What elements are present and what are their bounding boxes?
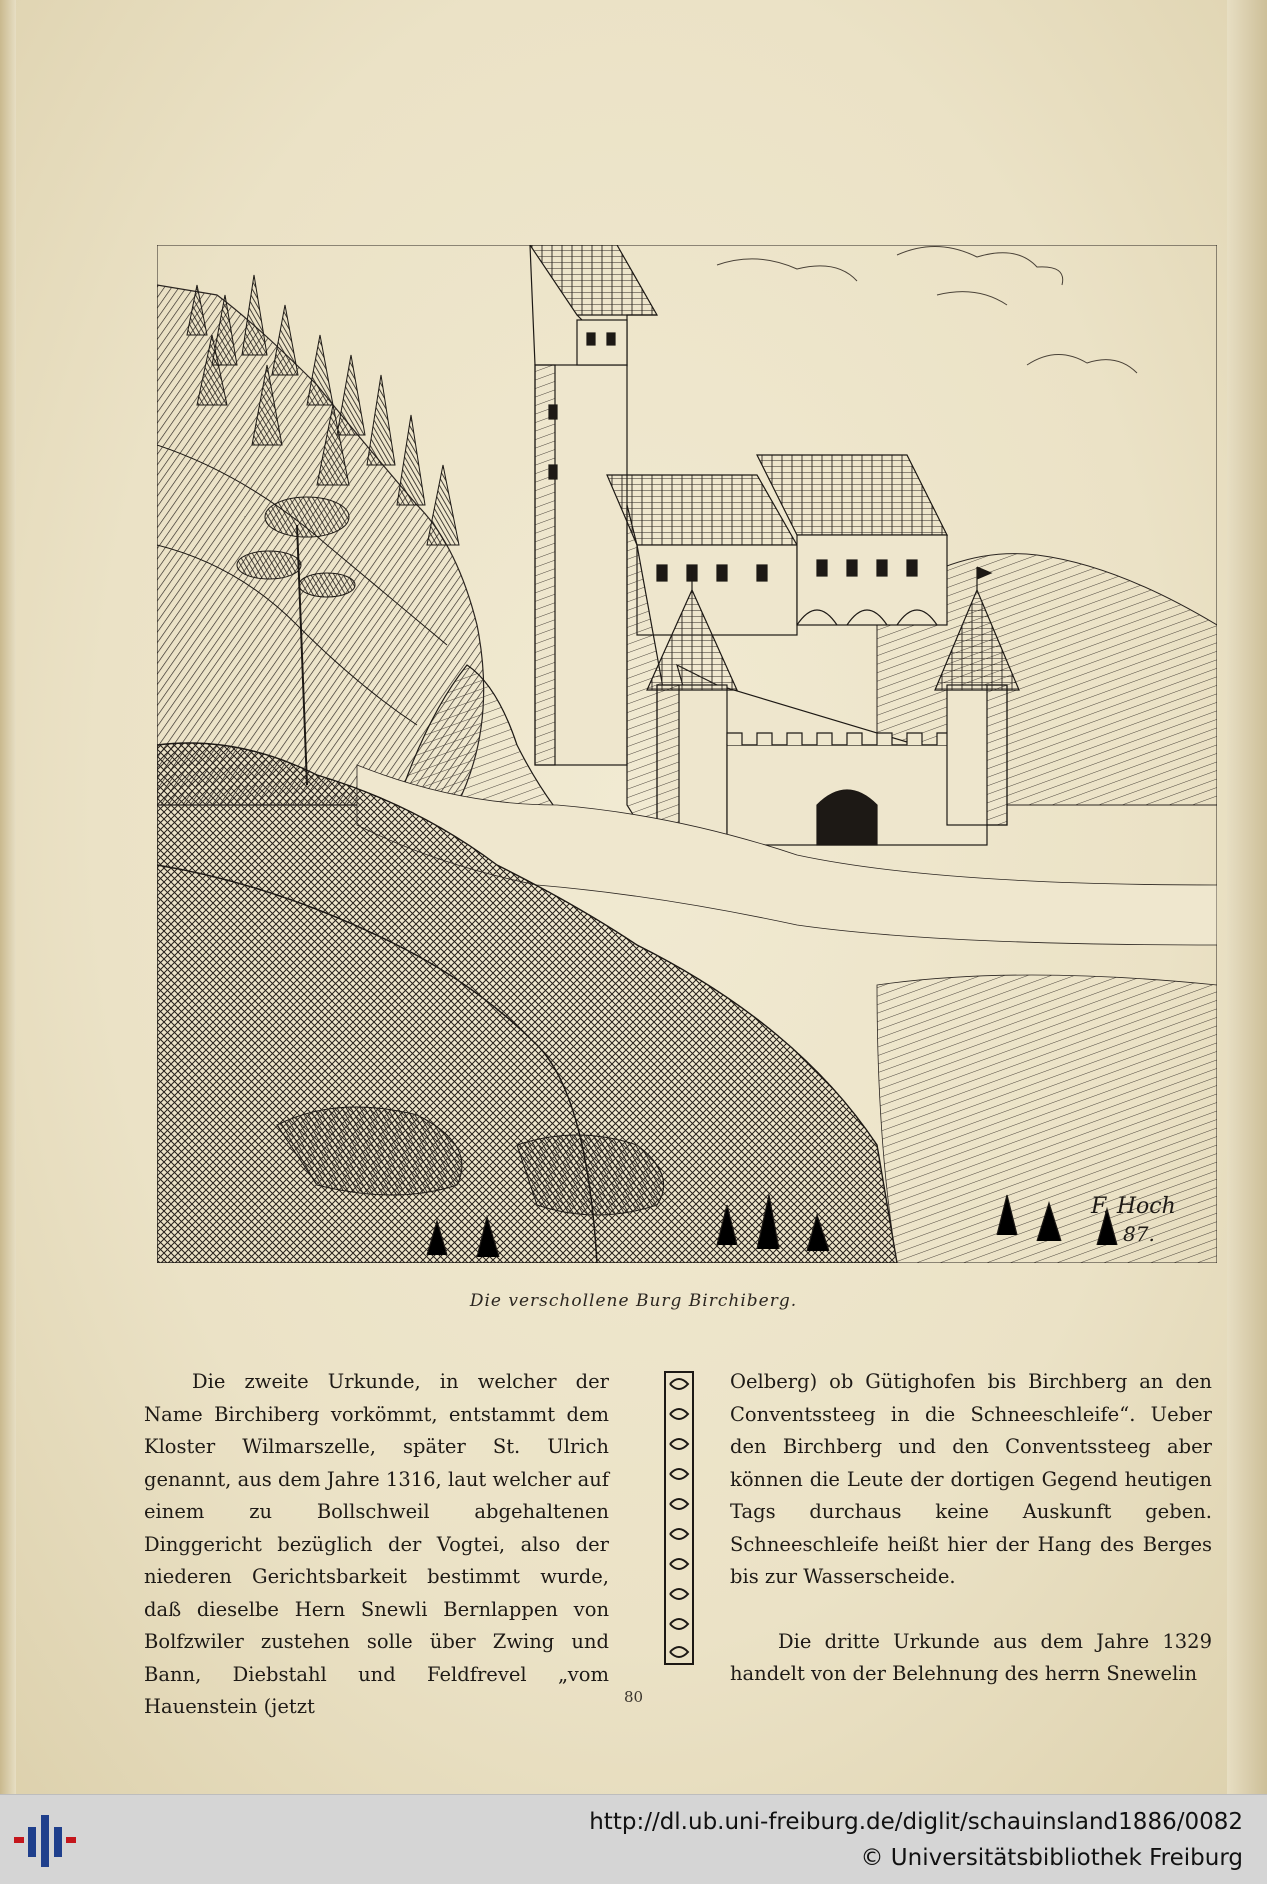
- clouds: [717, 246, 1137, 373]
- text-column-right: [730, 1366, 1212, 1691]
- footer-bar: [0, 1794, 1267, 1884]
- artist-year: 87.: [1123, 1222, 1155, 1246]
- right-paragraph-1: Oelberg) ob Gütighofen bis Birchberg an den Conventssteeg in die Schneeschleife“. Ueber den Birchberg und den Conventssteeg aber können die Leute der dortigen Gegend heutigen Tags durchaus keine Auskunft geben. Schneeschleife heißt hier der Hang des Berges bis zur Wasserscheide.: [730, 1370, 1212, 1588]
- page-left-edge: [0, 0, 16, 1794]
- ornament-divider: [662, 1370, 696, 1666]
- ub-freiburg-logo-icon: [14, 1807, 76, 1873]
- illustration-caption: Die verschollene Burg Birchiberg.: [469, 1291, 798, 1311]
- castle-engraving: [157, 245, 1217, 1263]
- right-paragraph-2: Die dritte Urkunde aus dem Jahre 1329 handelt von der Belehnung des herrn Snewelin: [730, 1629, 1212, 1685]
- copyright-notice: © Universitätsbibliothek Freiburg: [860, 1845, 1243, 1871]
- source-url-link[interactable]: http://dl.ub.uni-freiburg.de/diglit/schauinsland1886/0082: [589, 1809, 1243, 1835]
- text-column-left: [144, 1366, 609, 1724]
- artist-signature: F. Hoch: [1091, 1194, 1176, 1219]
- castle-halls: [607, 455, 947, 635]
- left-paragraph: Die zweite Urkunde, in welcher der Name Birchiberg vorkömmt, entstammt dem Kloster Wilmarszelle, später St. Ulrich genannt, aus dem Jahre 1316, laut welcher auf einem zu Bollschweil abgehaltenen Dinggericht bezüglich der Vogtei, also der niederen Gerichtsbarkeit bestimmt wurde, daß dieselbe Hern Snewli Bernlappen von Bolfzwiler zustehen solle über Zwing und Bann, Diebstahl und Feldfrevel „vom Hauenstein (jetzt: [144, 1370, 609, 1718]
- page-right-edge: [1227, 0, 1267, 1794]
- page-number: 80: [623, 1688, 644, 1706]
